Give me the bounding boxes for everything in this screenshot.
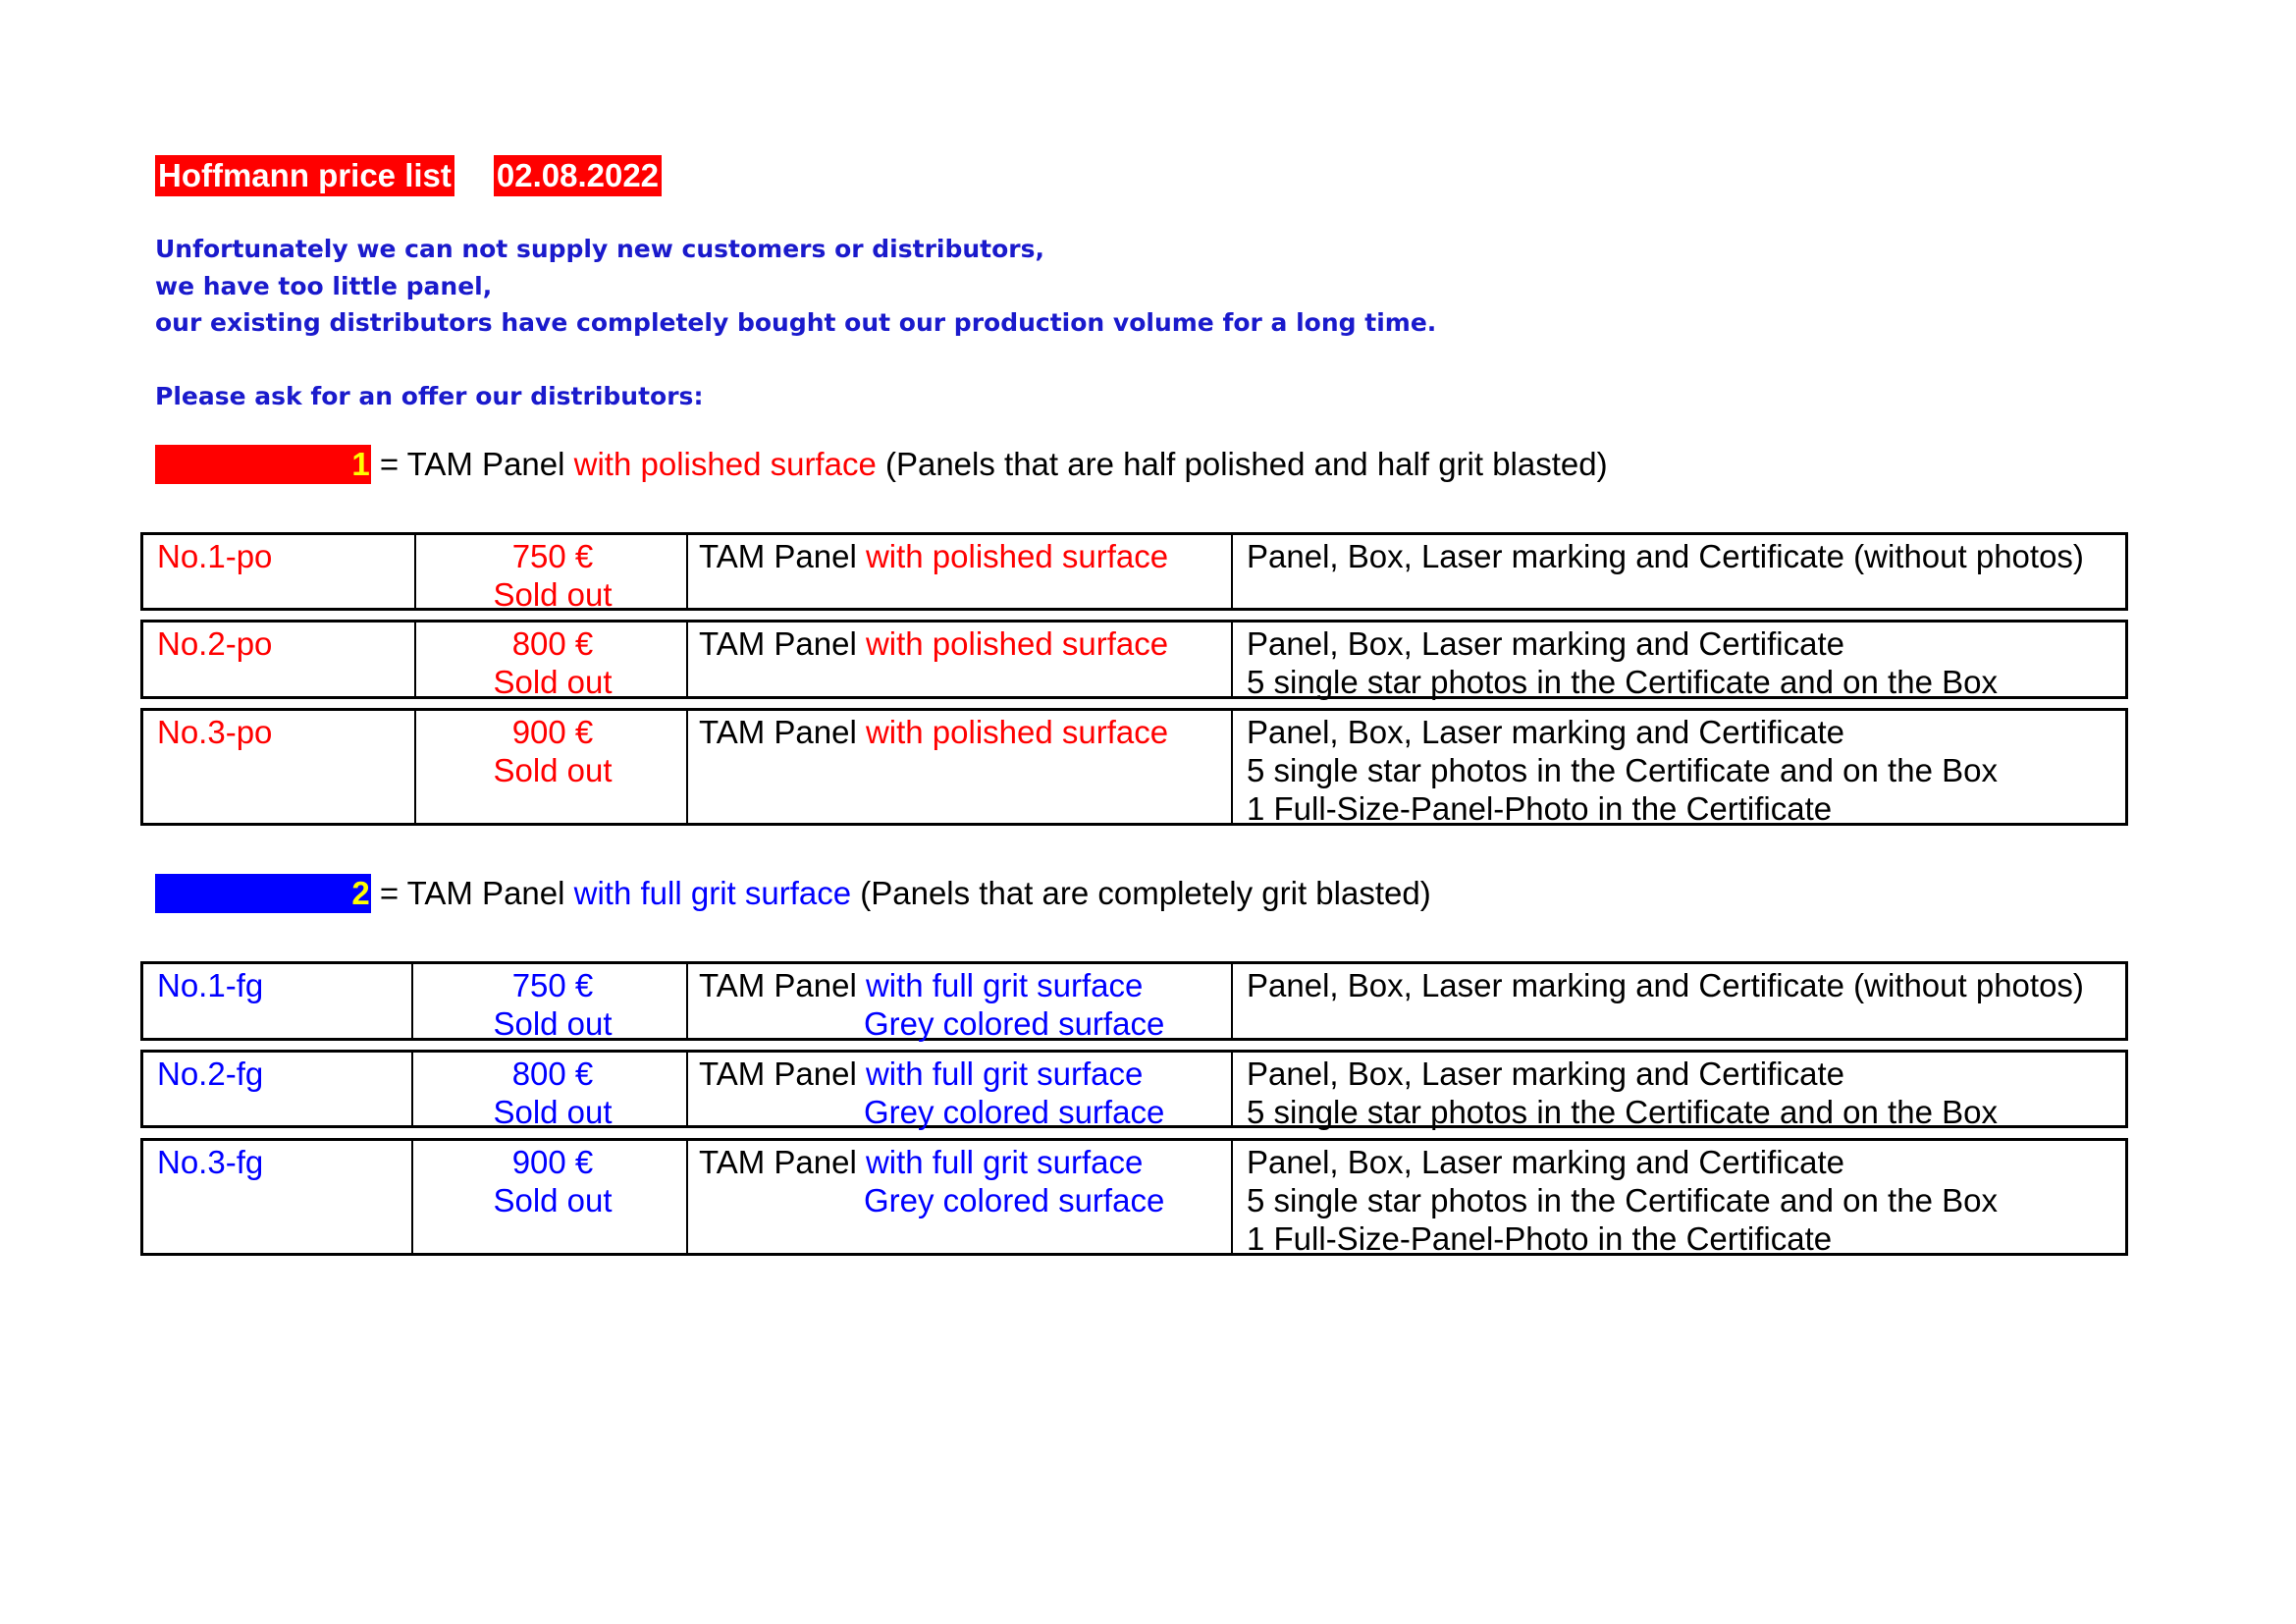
notice-line: we have too little panel, xyxy=(155,271,493,300)
heading-equals: = TAM Panel xyxy=(370,875,574,911)
product-code-badge xyxy=(155,874,371,913)
description-line: Panel, Box, Laser marking and Certificate (without photos) xyxy=(1247,967,2084,1003)
product-code: TAM 146040- xyxy=(156,446,352,482)
item-panel xyxy=(699,537,1168,575)
status-label: Sold out xyxy=(493,1182,613,1218)
product-code-suffix: 1 xyxy=(351,446,370,482)
panel-label: TAM Panel xyxy=(699,967,866,1003)
price-row-no2-po xyxy=(140,620,2128,699)
product-code: TAM 146040- xyxy=(156,875,352,911)
title-label: Hoffmann price list xyxy=(155,155,454,196)
item-description xyxy=(1247,713,1998,828)
title-date: 02.08.2022 xyxy=(494,155,662,196)
item-description xyxy=(1247,1055,1998,1131)
description-line: 5 single star photos in the Certificate and on the Box xyxy=(1247,1182,1998,1218)
item-panel xyxy=(699,624,1168,663)
grey-surface-label: Grey colored surface xyxy=(864,1005,1165,1042)
price-row-no2-fg xyxy=(140,1050,2128,1128)
surface-label: with polished surface xyxy=(865,625,1169,662)
price-row-no3-po xyxy=(140,708,2128,826)
item-number: No.2-fg xyxy=(157,1056,264,1092)
price-value: 750 € xyxy=(511,967,594,1003)
description-line: 1 Full-Size-Panel-Photo in the Certificate xyxy=(1247,790,1833,827)
surface-label: with full grit surface xyxy=(865,1056,1144,1092)
surface-label: with full grit surface xyxy=(865,1144,1144,1180)
notice-line: our existing distributors have completely bought out our production volume for a long time. xyxy=(155,308,1437,337)
price-row-no3-fg xyxy=(140,1138,2128,1256)
heading-note: (Panels that are half polished and half grit blasted) xyxy=(876,446,1608,482)
item-panel xyxy=(699,713,1168,751)
item-price xyxy=(417,1055,688,1131)
description-line: Panel, Box, Laser marking and Certificate xyxy=(1247,1144,1844,1180)
status-label: Sold out xyxy=(493,1005,613,1042)
item-price xyxy=(417,966,688,1043)
item-description xyxy=(1247,624,1998,701)
item-price xyxy=(417,713,688,789)
surface-label: with full grit surface xyxy=(865,967,1144,1003)
description-line: 5 single star photos in the Certificate and on the Box xyxy=(1247,752,1998,788)
status-label: Sold out xyxy=(493,576,613,613)
surface-label: with polished surface xyxy=(865,538,1169,574)
price-value: 800 € xyxy=(511,1056,594,1092)
description-line: Panel, Box, Laser marking and Certificate (without photos) xyxy=(1247,538,2084,574)
item-number: No.3-fg xyxy=(157,1144,264,1180)
heading-equals: = TAM Panel xyxy=(370,446,574,482)
price-list-title xyxy=(155,155,662,196)
grey-surface-label: Grey colored surface xyxy=(864,1182,1165,1218)
item-number: No.1-po xyxy=(157,538,273,574)
item-description xyxy=(1247,537,2084,575)
status-label: Sold out xyxy=(493,664,613,700)
description-line: Panel, Box, Laser marking and Certificate xyxy=(1247,1056,1844,1092)
product-code-badge xyxy=(155,445,371,484)
panel-label: TAM Panel xyxy=(699,538,866,574)
notice-line: Unfortunately we can not supply new customers or distributors, xyxy=(155,235,1045,263)
surface-label: with polished surface xyxy=(865,714,1169,750)
item-price xyxy=(417,537,688,614)
section-heading-full-grit xyxy=(155,874,1431,913)
price-value: 750 € xyxy=(511,538,594,574)
item-panel xyxy=(699,966,1164,1043)
grey-surface-label: Grey colored surface xyxy=(864,1094,1165,1130)
price-row-no1-po xyxy=(140,532,2128,611)
description-line: 5 single star photos in the Certificate and on the Box xyxy=(1247,1094,1998,1130)
item-number: No.1-fg xyxy=(157,967,264,1003)
price-row-no1-fg xyxy=(140,961,2128,1041)
item-number: No.3-po xyxy=(157,714,273,750)
price-value: 800 € xyxy=(511,625,594,662)
panel-label: TAM Panel xyxy=(699,1144,866,1180)
description-line: Panel, Box, Laser marking and Certificate xyxy=(1247,714,1844,750)
section-heading-polished xyxy=(155,445,1608,484)
distributor-ask-text: Please ask for an offer our distributors: xyxy=(155,382,704,410)
item-description xyxy=(1247,1143,1998,1258)
heading-surface: with polished surface xyxy=(573,446,877,482)
heading-surface: with full grit surface xyxy=(573,875,852,911)
item-price xyxy=(417,624,688,701)
status-label: Sold out xyxy=(493,1094,613,1130)
description-line: 1 Full-Size-Panel-Photo in the Certificate xyxy=(1247,1220,1833,1257)
product-code-suffix: 2 xyxy=(351,875,370,911)
status-label: Sold out xyxy=(493,752,613,788)
panel-label: TAM Panel xyxy=(699,1056,866,1092)
panel-label: TAM Panel xyxy=(699,714,866,750)
description-line: Panel, Box, Laser marking and Certificate xyxy=(1247,625,1844,662)
item-number: No.2-po xyxy=(157,625,273,662)
panel-label: TAM Panel xyxy=(699,625,866,662)
description-line: 5 single star photos in the Certificate and on the Box xyxy=(1247,664,1998,700)
item-description xyxy=(1247,966,2084,1004)
item-price xyxy=(417,1143,688,1219)
supply-notice xyxy=(155,231,1436,342)
item-panel xyxy=(699,1143,1164,1219)
heading-note: (Panels that are completely grit blasted) xyxy=(851,875,1431,911)
price-value: 900 € xyxy=(511,1144,594,1180)
price-value: 900 € xyxy=(511,714,594,750)
item-panel xyxy=(699,1055,1164,1131)
